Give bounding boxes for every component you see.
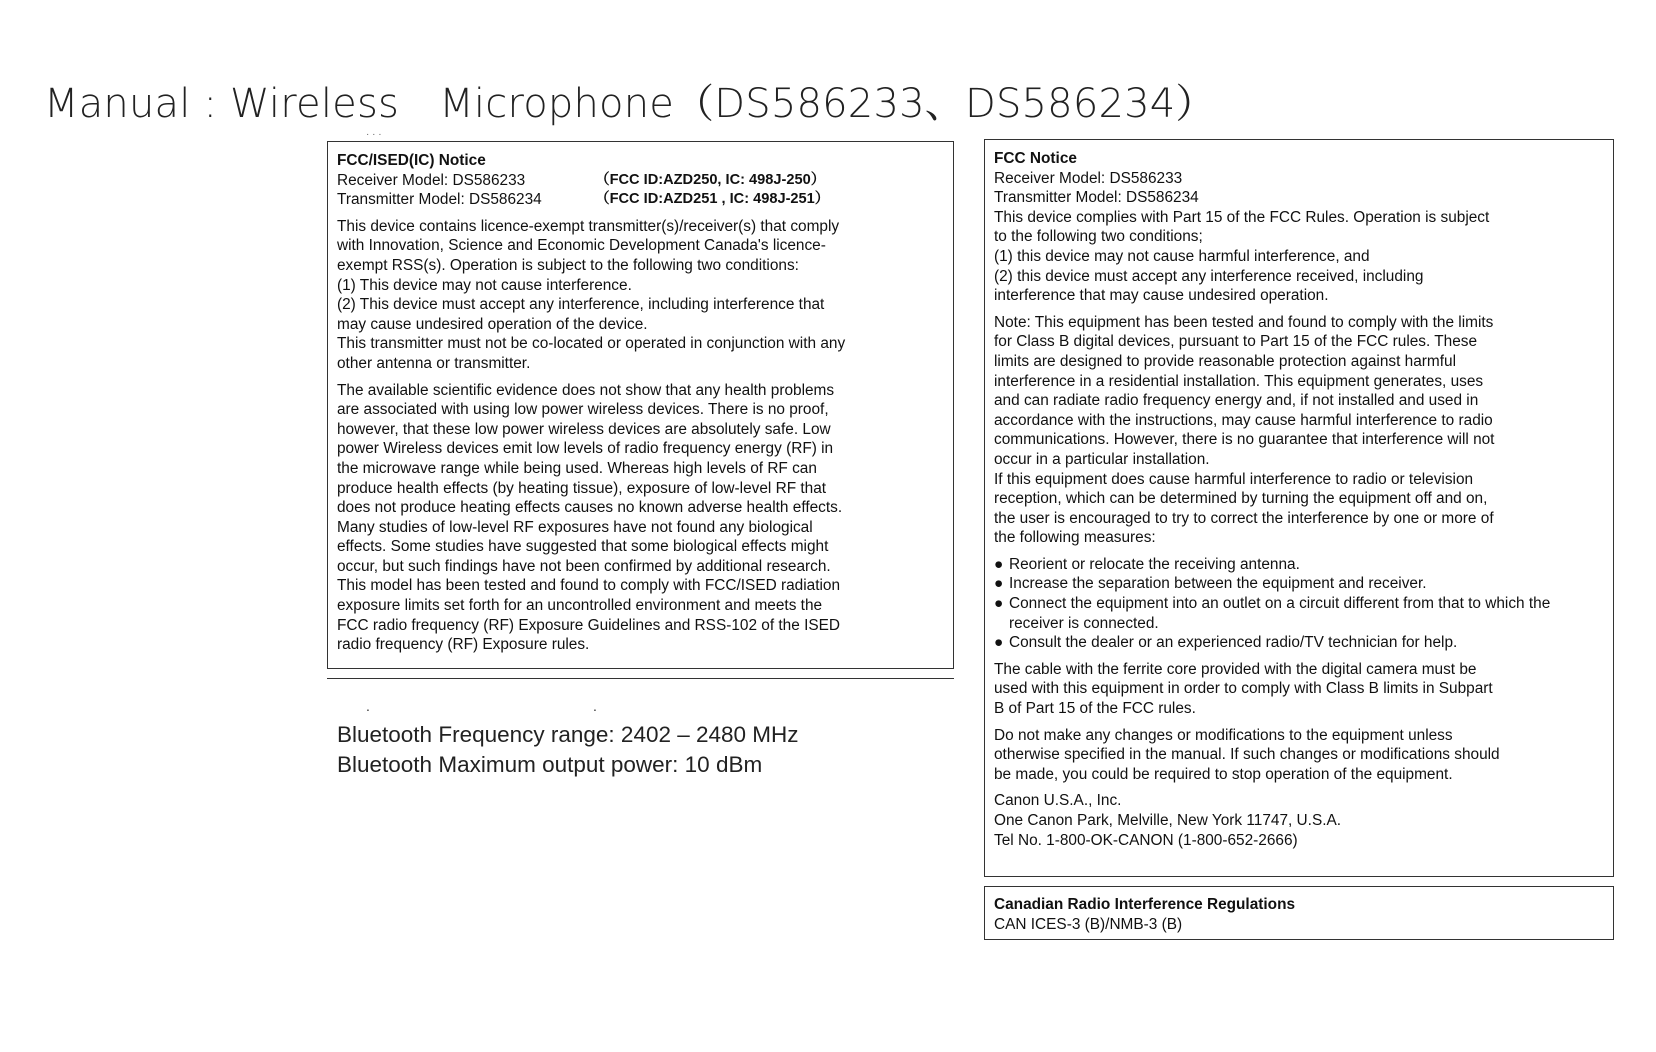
- text-line: This device contains licence-exempt transmitter(s)/receiver(s) that comply: [337, 217, 840, 235]
- transmitter-model: Transmitter Model: DS586234: [337, 191, 542, 209]
- text-line: does not produce heating effects causes no known adverse health effects.: [337, 499, 843, 517]
- bullet-icon: ●: [994, 555, 1004, 573]
- list-item-text: Reorient or relocate the receiving antenna.: [1009, 555, 1300, 573]
- text-line: radio frequency (RF) Exposure rules.: [337, 636, 590, 654]
- text-line: reception, which can be determined by turning the equipment off and on,: [994, 490, 1488, 508]
- fcc-paragraph-3: [994, 660, 1604, 719]
- text-line: occur in a particular installation.: [994, 450, 1210, 468]
- text-line: This transmitter must not be co-located or operated in conjunction with any: [337, 335, 846, 353]
- text-line: This model has been tested and found to comply with FCC/ISED radiation: [337, 577, 841, 595]
- text-line: and can radiate radio frequency energy and, if not installed and used in: [994, 392, 1479, 410]
- ised-paragraph-1: [337, 217, 944, 374]
- text-line: This device complies with Part 15 of the FCC Rules. Operation is subject: [994, 208, 1490, 226]
- canon-address: [994, 791, 1604, 850]
- text-line: interference in a residential installation. This equipment generates, uses: [994, 372, 1484, 390]
- text-line: The cable with the ferrite core provided with the digital camera must be: [994, 660, 1477, 678]
- receiver-model: Receiver Model: DS586233: [337, 171, 526, 189]
- text-line: be made, you could be required to stop operation of the equipment.: [994, 765, 1453, 783]
- list-item-text: Consult the dealer or an experienced radio/TV technician for help.: [1009, 634, 1458, 652]
- text-line: with Innovation, Science and Economic Development Canada's licence-: [337, 237, 826, 255]
- text-line: for Class B digital devices, pursuant to Part 15 of the FCC rules. These: [994, 333, 1478, 351]
- fcc-measures-list: [994, 555, 1604, 653]
- text-line: Note: This equipment has been tested and found to comply with the limits: [994, 313, 1494, 331]
- text-line: Many studies of low-level RF exposures have not found any biological: [337, 518, 813, 536]
- bullet-icon: ●: [994, 634, 1004, 652]
- text-line: other antenna or transmitter.: [337, 354, 531, 372]
- dot-mark: .: [366, 698, 370, 714]
- list-item: [994, 633, 1604, 653]
- text-line: (2) This device must accept any interference, including interference that: [337, 296, 825, 314]
- text-line: Tel No. 1-800-OK-CANON (1-800-652-2666): [994, 831, 1298, 849]
- canadian-text: CAN ICES-3 (B)/NMB-3 (B): [994, 915, 1183, 933]
- bluetooth-frequency: Bluetooth Frequency range: 2402 – 2480 MHz: [337, 722, 799, 747]
- text-line: power Wireless devices emit low levels of radio frequency energy (RF) in: [337, 440, 834, 458]
- fcc-transmitter-model: Transmitter Model: DS586234: [994, 189, 1199, 207]
- text-line: exposure limits set forth for an uncontrolled environment and meets the: [337, 597, 823, 615]
- bluetooth-specs: [337, 720, 799, 780]
- fcc-notice-heading: FCC Notice: [994, 150, 1077, 167]
- cropped-text-fragment: · · ·: [366, 129, 382, 140]
- text-line: interference that may cause undesired operation.: [994, 287, 1329, 305]
- list-item: [994, 594, 1604, 633]
- text-line: communications. However, there is no guarantee that interference will not: [994, 431, 1495, 449]
- canadian-heading: Canadian Radio Interference Regulations: [994, 896, 1296, 913]
- fcc-notice-box: [984, 139, 1614, 877]
- fcc-paragraph-2: [994, 313, 1604, 548]
- text-line: limits are designed to provide reasonable protection against harmful: [994, 352, 1456, 370]
- text-line: are associated with using low power wireless devices. There is no proof,: [337, 401, 829, 419]
- fcc-receiver-model: Receiver Model: DS586233: [994, 169, 1183, 187]
- bullet-icon: ●: [994, 595, 1004, 613]
- text-line: to the following two conditions;: [994, 228, 1203, 246]
- text-line: Canon U.S.A., Inc.: [994, 792, 1122, 810]
- text-line: If this equipment does cause harmful interference to radio or television: [994, 470, 1474, 488]
- text-line: the user is encouraged to try to correct the interference by one or more of: [994, 509, 1494, 527]
- fcc-paragraph-4: [994, 726, 1604, 785]
- divider: [327, 678, 954, 679]
- text-line: FCC radio frequency (RF) Exposure Guidelines and RSS-102 of the ISED: [337, 616, 840, 634]
- text-line: One Canon Park, Melville, New York 11747, U.S.A.: [994, 812, 1342, 829]
- text-line: however, that these low power wireless devices are absolutely safe. Low: [337, 420, 831, 438]
- text-line: B of Part 15 of the FCC rules.: [994, 700, 1196, 718]
- dot-mark: .: [593, 698, 597, 714]
- page-title: Manual : Wireless Microphone（DS586233、DS586234）: [44, 81, 1216, 127]
- receiver-fcc-id: （FCC ID:AZD250, IC: 498J-250）: [595, 171, 826, 188]
- text-line: the following measures:: [994, 529, 1156, 547]
- text-line: otherwise specified in the manual. If such changes or modifications should: [994, 746, 1500, 764]
- text-line: (2) this device must accept any interference received, including: [994, 267, 1424, 285]
- text-line: used with this equipment in order to comply with Class B limits in Subpart: [994, 680, 1493, 698]
- text-line: accordance with the instructions, may cause harmful interference to radio: [994, 411, 1493, 429]
- ised-notice-box: [327, 141, 954, 669]
- text-line: occur, but such findings have not been confirmed by additional research.: [337, 557, 831, 575]
- canadian-regulations-box: [984, 886, 1614, 940]
- text-line: The available scientific evidence does not show that any health problems: [337, 381, 835, 399]
- fcc-paragraph-1: [994, 208, 1604, 306]
- text-line: (1) This device may not cause interference.: [337, 276, 632, 294]
- receiver-row: [337, 171, 944, 191]
- list-item: [994, 555, 1604, 575]
- text-line: effects. Some studies have suggested that some biological effects might: [337, 538, 829, 556]
- bullet-icon: ●: [994, 575, 1004, 593]
- bluetooth-power: Bluetooth Maximum output power: 10 dBm: [337, 752, 763, 777]
- text-line: Do not make any changes or modifications to the equipment unless: [994, 726, 1453, 744]
- transmitter-row: [337, 190, 944, 210]
- text-line: (1) this device may not cause harmful interference, and: [994, 247, 1370, 265]
- text-line: exempt RSS(s). Operation is subject to the following two conditions:: [337, 256, 799, 274]
- transmitter-fcc-id: （FCC ID:AZD251 , IC: 498J-251）: [595, 191, 830, 208]
- list-item-text: Connect the equipment into an outlet on a circuit different from that to which the receiver is connected.: [1009, 595, 1551, 632]
- ised-paragraph-2: [337, 381, 944, 655]
- text-line: may cause undesired operation of the device.: [337, 315, 648, 333]
- list-item-text: Increase the separation between the equipment and receiver.: [1009, 575, 1427, 593]
- text-line: produce health effects (by heating tissue), exposure of low-level RF that: [337, 479, 827, 497]
- ised-notice-heading: FCC/ISED(IC) Notice: [337, 152, 486, 169]
- list-item: [994, 574, 1604, 594]
- text-line: the microwave range while being used. Whereas high levels of RF can: [337, 459, 817, 477]
